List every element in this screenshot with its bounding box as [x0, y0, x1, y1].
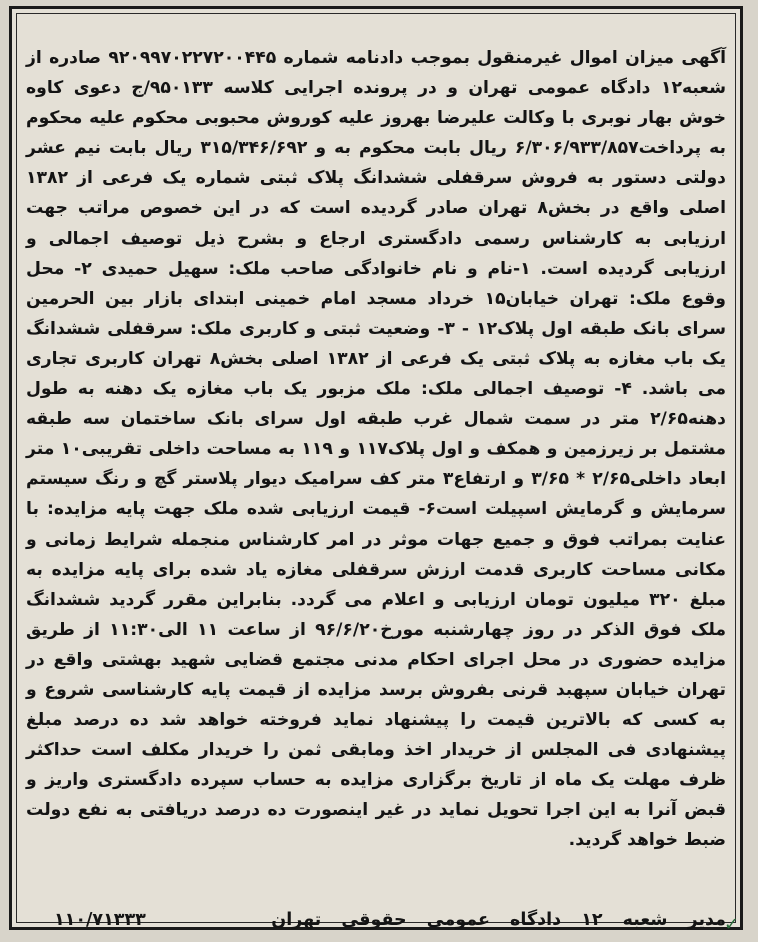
notice-footer: [26, 907, 726, 933]
notice-body: آگهی میزان اموال غیرمنقول بموجب دادنامه شماره ۹۲۰۹۹۷۰۲۲۷۲۰۰۴۴۵ صادره از شعبه۱۲ دادگاه عمومی تهران و در پرونده اجرایی کلاسه ۹۵۰۱۳۳/ج دعوی کاوه خوش بهار نوبری با وکالت علیرضا بهروز علیه کوروش محبوبی محکوم علیه محکوم به پرداخت۶/۳۰۶/۹۳۳/۸۵۷ ریال بابت محکوم به و ۳۱۵/۳۴۶/۶۹۲ ریال بابت نیم عشر دولتی دستور به فروش سرقفلی ششدانگ پلاک ثبتی شماره یک فرعی از ۱۳۸۲ اصلی واقع در بخش۸ تهران صادر گردیده است که در این خصوص مراتب جهت ارزیابی به کارشناس رسمی دادگستری ارجاع و بشرح ذیل توصیف اجمالی و ارزیابی گردیده است. ۱-نام و نام خانوادگی صاحب ملک: سهیل حمیدی ۲- محل وقوع ملک: تهران خیابان۱۵ خرداد مسجد امام خمینی ابتدای بازار بین الحرمین سرای بانک طبقه اول پلاک۱۲ - ۳- وضعیت ثبتی و کاربری ملک: سرقفلی ششدانگ یک باب مغازه به پلاک ثبتی یک فرعی از ۱۳۸۲ اصلی بخش۸ تهران کاربری تجاری می باشد. ۴- توصیف اجمالی ملک: ملک مزبور یک باب مغازه یک دهنه به طول دهنه۲/۶۵ متر در سمت شمال غرب طبقه اول سرای بانک ساختمان سه طبقه مشتمل بر زیرزمین و همکف و اول پلاک۱۱۷ و ۱۱۹ به مساحت داخلی تقریبی۱۰ متر ابعاد داخلی۲/۶۵ * ۳/۶۵ و ارتفاع۳ متر کف سرامیک دیوار پلاستر گچ و رنگ سیستم سرمایش و گرمایش اسپیلت است۶- قیمت ارزیابی شده ملک جهت پایه مزایده: با عنایت بمراتب فوق و جمیع جهات موثر در امر کارشناس منجمله شرایط زمانی و مکانی مساحت کاربری قدمت ارزش سرقفلی مغازه یاد شده برای پایه مزایده به مبلغ ۳۲۰ میلیون تومان ارزیابی و اعلام می گردد. بنابراین مقرر گردید ششدانگ ملک فوق الذکر در روز چهارشنبه مورخ۹۶/۶/۲۰ از ساعت ۱۱ الی۱۱:۳۰ از طریق مزایده حضوری در محل اجرای احکام مدنی مجتمع قضایی شهید بهشتی واقع در تهران خیابان سپهبد قرنی بفروش برسد مزایده از قیمت پایه کارشناسی شروع و به کسی که بالاترین قیمت را پیشنهاد نماید فروخته خواهد شد ده درصد مبلغ پیشنهادی فی المجلس از خریدار اخذ ومابقی ثمن را خریدار مکلف است حداکثر ظرف مهلت یک ماه از تاریخ برگزاری مزایده به حساب سپرده دادگستری واریز و قبض آنرا به این اجرا تحویل نماید در غیر اینصورت ده درصد دریافتی به نفع دولت ضبط خواهد گردید.: [26, 48, 727, 851]
handwritten-check-icon: ✓: [724, 914, 740, 935]
notice-code: ۱۱۰/۷۱۳۳۳: [54, 910, 146, 930]
notice-signature: مدیر شعبه ۱۲ دادگاه عمومی حقوقی تهران: [271, 910, 726, 930]
notice-frame: [9, 6, 743, 930]
